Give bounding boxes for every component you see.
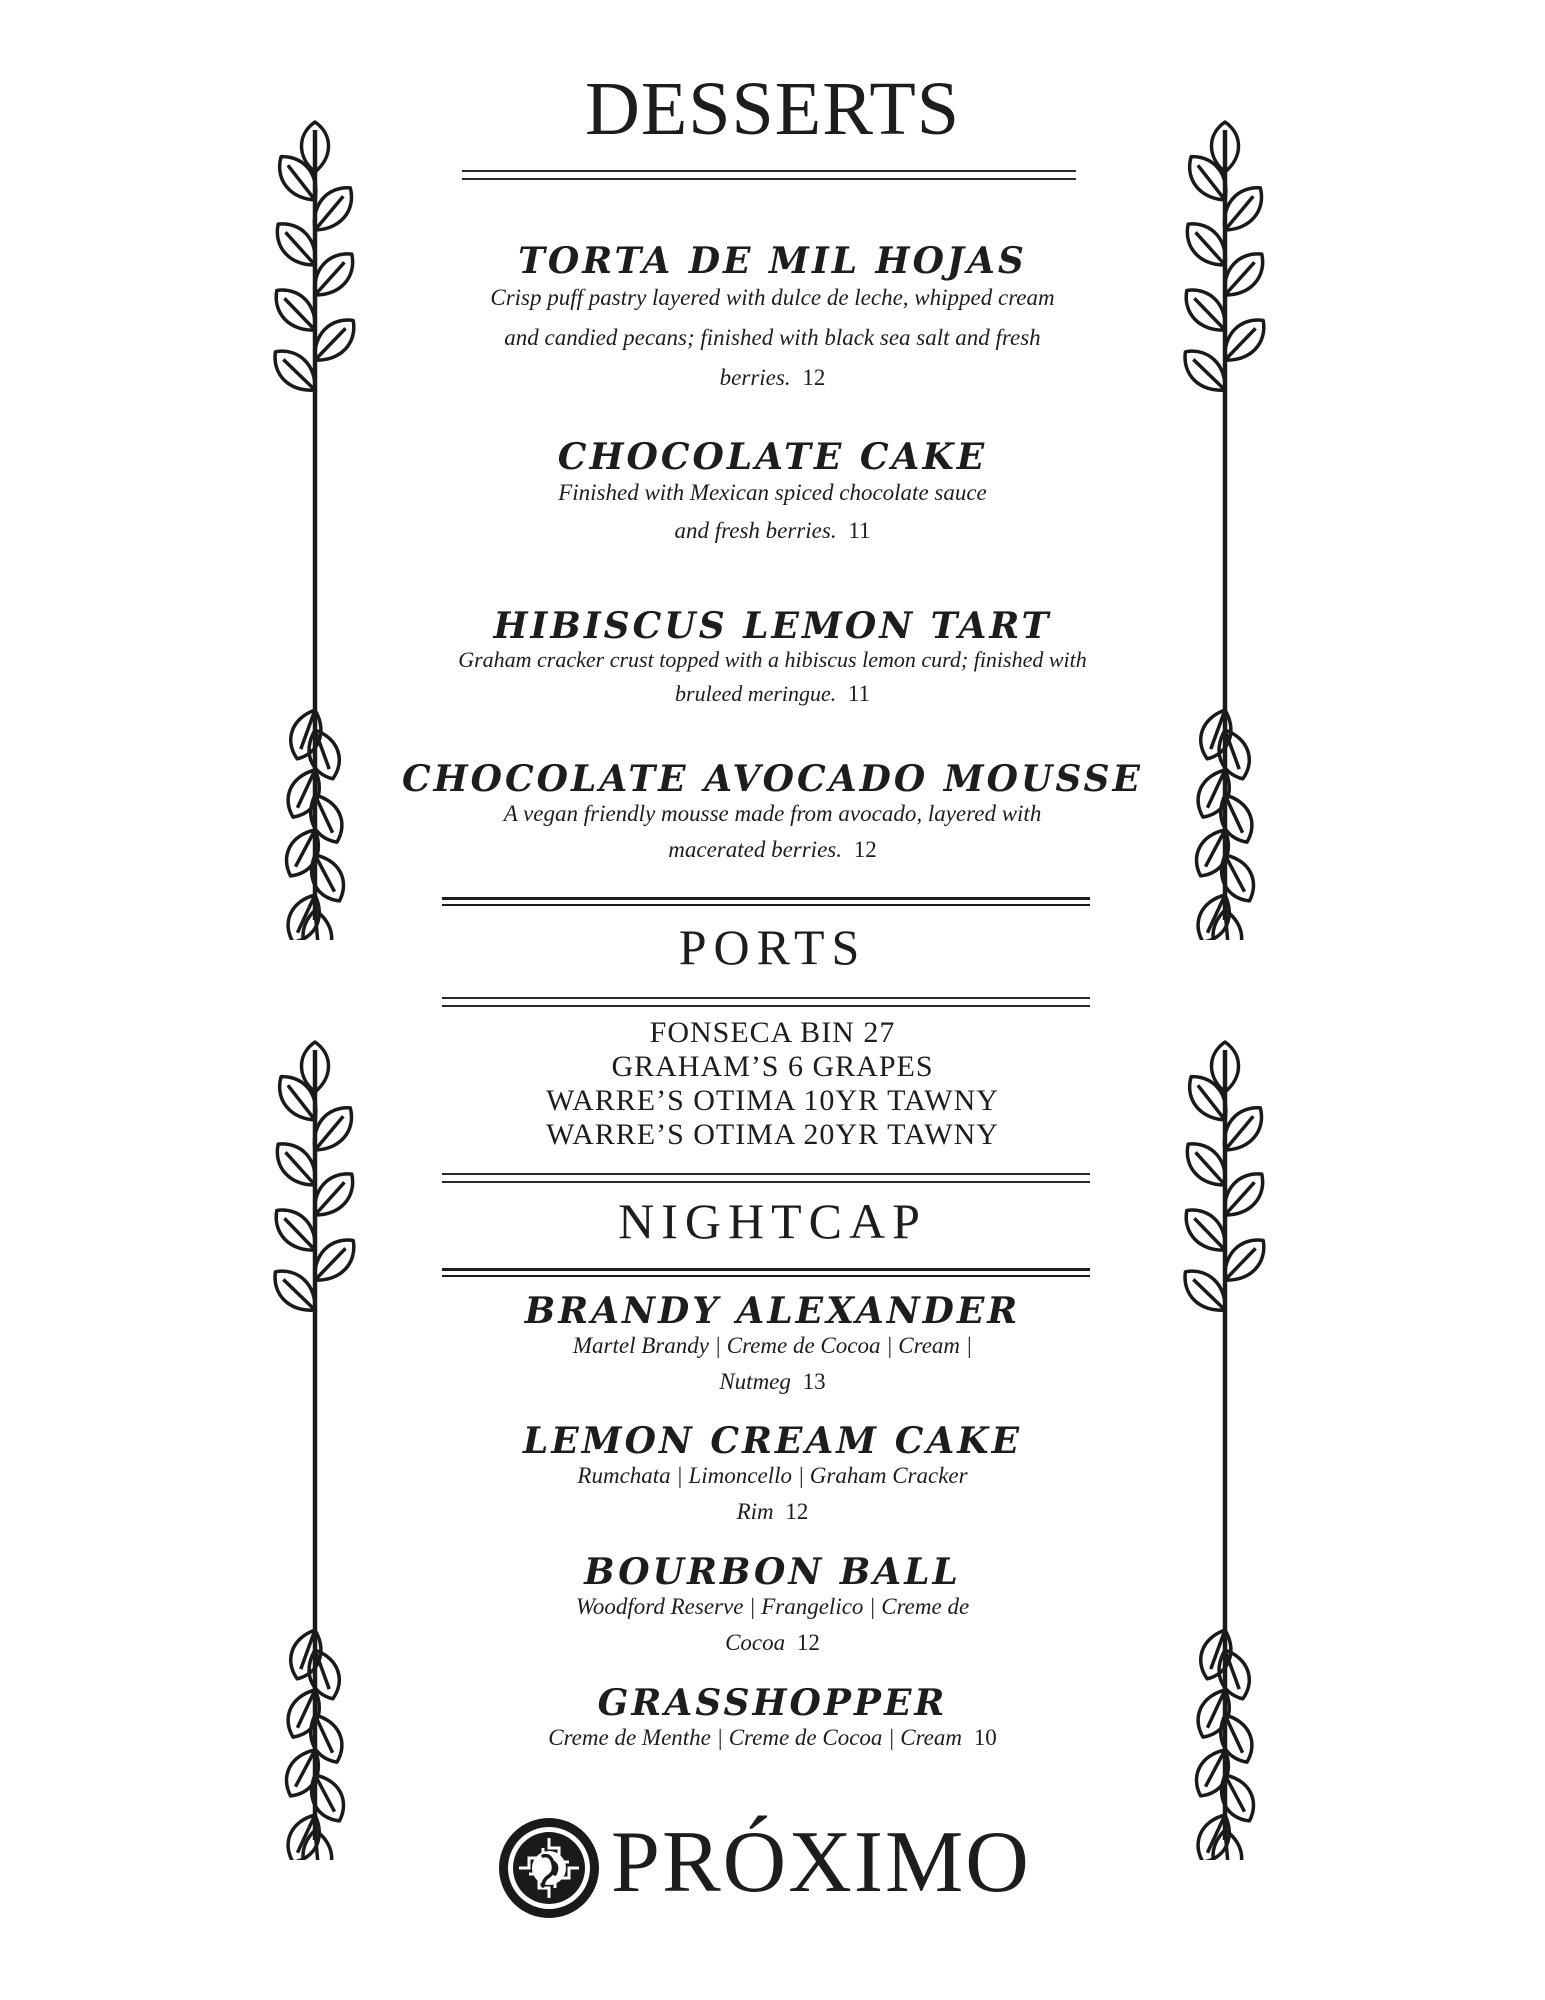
item-name: TORTA DE MIL HOJAS (518, 240, 1027, 282)
item-price: 12 (853, 837, 877, 862)
item-description: Martel Brandy | Creme de Cocoa | Cream | Nutmeg 13 (572, 1333, 973, 1394)
item-price: 13 (802, 1369, 826, 1394)
greek-key-emblem-icon (495, 1814, 603, 1922)
item-description: Finished with Mexican spiced chocolate sauce and fresh berries. 11 (558, 480, 987, 543)
item-name: HIBISCUS LEMON TART (493, 605, 1052, 647)
menu-item (0, 1551, 1545, 1661)
item-name: CHOCOLATE CAKE (557, 436, 988, 478)
menu-item (0, 758, 1545, 868)
item-price: 11 (847, 681, 870, 706)
leaf-shape (270, 148, 326, 209)
section-title-ports: PORTS (678, 919, 867, 975)
list-item: FONSECA BIN 27 (649, 1016, 896, 1049)
item-description: Woodford Reserve | Frangelico | Creme de Cocoa 12 (575, 1594, 970, 1655)
menu-item (0, 240, 1545, 398)
list-item: GRAHAM’S 6 GRAPES (611, 1050, 934, 1083)
list-item: WARRE’S OTIMA 20YR TAWNY (546, 1118, 999, 1151)
logo (495, 1810, 1055, 1930)
leaf-shape (1180, 148, 1236, 209)
item-name: LEMON CREAM CAKE (522, 1420, 1023, 1462)
item-name: GRASSHOPPER (597, 1682, 948, 1724)
leaf-shape (302, 1768, 352, 1827)
logo-text: PRÓXIMO (611, 1814, 1031, 1911)
divider (442, 1268, 1090, 1277)
leaf-shape (1212, 1768, 1262, 1827)
divider (442, 1173, 1090, 1183)
ports-list (0, 1016, 1545, 1152)
menu-item (0, 1290, 1545, 1400)
leaf-shape (304, 179, 361, 239)
item-description: Crisp puff pastry layered with dulce de leche, whipped cream and candied pecans; finished with black sea salt and fresh berries. 12 (490, 285, 1055, 390)
divider (442, 997, 1090, 1007)
menu-item (0, 436, 1545, 550)
item-description: A vegan friendly mousse made from avocado, layered with macerated berries. 12 (503, 801, 1042, 862)
leaf-shape (1214, 179, 1271, 239)
menu-item (0, 605, 1545, 711)
item-name: CHOCOLATE AVOCADO MOUSSE (402, 758, 1143, 800)
divider (462, 170, 1076, 180)
item-description: Rumchata | Limoncello | Graham Cracker Rim 12 (577, 1463, 968, 1524)
page-title: DESSERTS (584, 67, 961, 151)
item-description: Graham cracker crust topped with a hibiscus lemon curd; finished with bruleed meringue. 11 (458, 647, 1087, 706)
item-price: 12 (802, 365, 826, 390)
menu-item (0, 1420, 1545, 1530)
menu-item (0, 1682, 1545, 1756)
item-price: 11 (848, 518, 871, 543)
list-item: WARRE’S OTIMA 10YR TAWNY (546, 1084, 999, 1117)
item-name: BRANDY ALEXANDER (524, 1290, 1021, 1332)
divider (442, 897, 1090, 906)
section-title-nightcap: NIGHTCAP (618, 1193, 927, 1249)
item-price: 10 (973, 1725, 997, 1750)
item-price: 12 (796, 1630, 820, 1655)
item-name: BOURBON BALL (584, 1551, 961, 1593)
item-price: 12 (785, 1499, 809, 1524)
item-description: Creme de Menthe | Creme de Cocoa | Cream 10 (548, 1725, 997, 1750)
